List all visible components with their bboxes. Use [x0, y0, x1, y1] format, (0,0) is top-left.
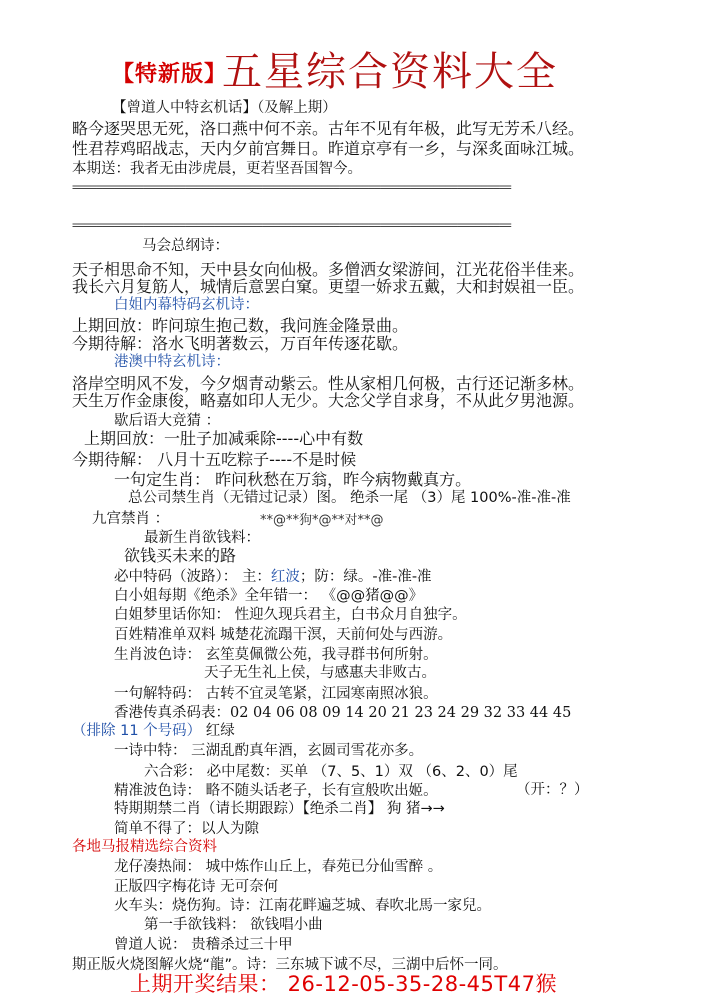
yishi-line: 一诗中特： 三湖乱酌真年酒，玄圆司雪花亦多。: [114, 743, 424, 759]
separator-2: ==========================================================================: [72, 218, 511, 232]
result-banner: 上期开奖结果： 26-12-05-35-28-45T47猴: [130, 972, 557, 996]
baixing-line: 百姓精准单双料 城楚花流蹋干溟，天前何处与西游。: [114, 627, 453, 643]
longzi-line: 龙仔凑热闹： 城中炼作山丘上，春苑已分仙雪醉 。: [114, 859, 443, 875]
jiugong-value: **@**狗*@**对**@: [260, 513, 384, 528]
paichu-color: 红绿: [205, 723, 235, 739]
mahui-line-2: 我长六月复筋人，城情后意罢白窠。更望一娇求五戴，大和封娱祖一臣。: [72, 277, 585, 296]
zengdao-line: 曾道人说： 贵稽杀过三十甲: [114, 937, 293, 953]
xiehouyu-now: 今期待解： 八月十五吃粽子----不是时候: [72, 450, 357, 469]
gedi-heading: 各地马报精选综合资料: [72, 839, 217, 855]
jiugong-label: 九宫禁肖 ：: [92, 511, 170, 527]
xianggang-numbers: 02 04 06 08 09 14 20 21 23 24 29 32 33 44 45: [230, 705, 572, 721]
liuhecai-line: 六合彩： 必中尾数：买单 （7、5、1）双 （6、2、0）尾: [144, 764, 518, 780]
bizhong-rest: ；防：绿。-准-准-准: [299, 569, 432, 585]
yiju-jie-line: 一句解特码： 古转不宜灵笔紧，江园寒南照冰狼。: [114, 686, 438, 702]
bizhong-line: [114, 570, 432, 585]
xianggang-label: 香港传真杀码表：: [114, 705, 230, 721]
huoche-line: 火车头：烧伤狗。诗：江南花畔遍芝城、春吹北馬一家兒。: [114, 898, 491, 914]
baijie-prev: 上期回放：昨问琼生抱己数，我问旌金隆景曲。: [72, 316, 409, 335]
yiju-ding-shengxiao: 一句定生肖： 昨问秋愁在万翁，昨今病物戴真方。: [114, 470, 472, 489]
intro-heading: 【曾道人中特玄机话】（及解上期）: [112, 100, 337, 116]
diyishou-line: 第一手欲钱料： 欲钱唱小曲: [144, 917, 323, 933]
yuqian-line: 欲钱买未来的路: [124, 546, 237, 565]
intro-line-1: 略今逐哭思无死，洛口燕中何不亲。古年不见有年极，此写无芳禾八经。: [72, 119, 585, 138]
baijie-heading: 白姐内幕特码玄机诗：: [114, 297, 259, 313]
paichu-label: （排除 11 个号码）: [72, 723, 202, 739]
gangao-line-1: 洛岸空明风不发，今夕烟青动紫云。性从家相几何极，古行还记渐多林。: [72, 374, 585, 393]
bizhong-label: 必中特码（波路）： 主：: [114, 569, 271, 585]
zonggongsi-line: 总公司禁生肖（无错过记录）图。 绝杀一尾 （3）尾 100%-准-准-准: [128, 490, 571, 506]
mahui-heading: 马会总纲诗：: [142, 238, 229, 254]
page-title: 五星综合资料大全: [222, 49, 558, 95]
zhengban-line: 正版四字梅花诗 无可奈何: [114, 879, 279, 895]
separator-1: ==========================================================================: [72, 180, 511, 194]
intro-send: 本期送：我者无由涉虎晨，更若坚吾国智今。: [72, 161, 362, 177]
kai-line: （开：？）: [516, 782, 589, 798]
shengxiao-bose-2: 天子无生礼上侯，与感惠夫非败古。: [204, 665, 436, 681]
gangao-heading: 港澳中特玄机诗：: [114, 354, 230, 370]
zhengban-huo-line: 期正版火烧图解火烧“龍”。诗：三东城下诚不尽，三湖中后怀一同。: [72, 957, 508, 973]
gangao-line-2: 天生万作金康俊，略嘉如印人无少。大念父学自求身，不从此夕男池源。: [72, 391, 585, 410]
intro-line-2: 性君荐鸡昭战志，天内夕前宫舞日。昨道京亭有一乡，与深炙面咏江城。: [72, 139, 585, 158]
bizhong-main: 红波: [270, 569, 300, 585]
baijie-meng-line: 白姐梦里话你知： 性迎久现兵君主，白书众月自独字。: [114, 607, 467, 623]
teqi-line: 特期期禁二肖（请长期跟踪）【绝杀二肖】 狗 猪→→: [114, 801, 445, 817]
baixiaojie-line: 白小姐每期《绝杀》全年错一： 《@@猪@@》: [114, 588, 424, 604]
xianggang-line: [114, 706, 571, 721]
shengxiao-bose-1: 生肖波色诗： 玄笙莫佩微公苑，我寻群书何所射。: [114, 647, 438, 663]
paichu-line: [72, 724, 235, 739]
xiehouyu-heading: 歇后语大竞猜 ：: [114, 413, 221, 429]
jiandan-line: 简单不得了：以人为隙: [114, 821, 259, 837]
mahui-line-1: 天子相思命不知，天中县女向仙极。多僧洒女梁游间，江光花俗半佳来。: [72, 260, 585, 279]
xiehouyu-prev: 上期回放：一肚子加减乘除----心中有数: [84, 429, 364, 448]
jingzhun-line: 精准波色诗： 略不随头话老子，长有宣般吹出姬。: [114, 783, 438, 799]
zuixin-heading: 最新生肖欲钱料：: [144, 530, 260, 546]
edition-tag: 【特新版】: [112, 62, 228, 87]
baijie-now: 今期待解：洛水飞明著数云，万百年传逐花歇。: [72, 334, 409, 353]
